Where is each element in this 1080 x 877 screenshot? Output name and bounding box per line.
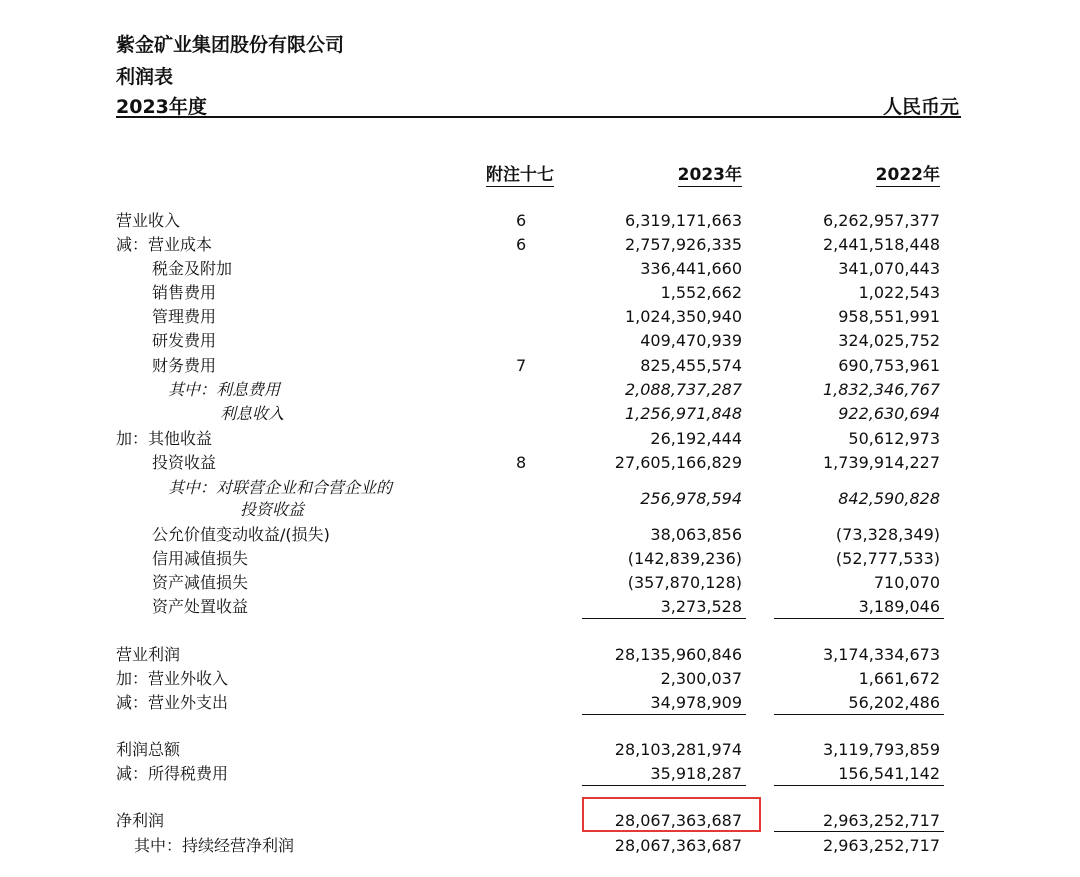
value-2022: 324,025,752: [838, 331, 940, 350]
row-selling-expenses: [0, 281, 1080, 305]
row-interest-income: [0, 402, 1080, 426]
net-profit-rule: [774, 831, 944, 832]
row-label: 管理费用: [152, 307, 217, 326]
row-label: 减：营业外支出: [116, 693, 229, 712]
row-note: 8: [516, 453, 527, 472]
value-2023: 3,273,528: [660, 597, 742, 616]
row-operating-cost: [0, 233, 1080, 257]
row-label: 利息收入: [220, 404, 285, 423]
row-non-operating-expense: [0, 691, 1080, 715]
subtotal-rule: [774, 714, 944, 715]
row-label: 信用减值损失: [152, 549, 249, 568]
value-2023: 34,978,909: [650, 693, 742, 712]
row-label: 财务费用: [152, 356, 217, 375]
row-label: 利润总额: [116, 740, 181, 759]
row-continuing-net-profit: [0, 834, 1080, 858]
row-non-operating-income: [0, 667, 1080, 691]
row-note: 6: [516, 211, 527, 230]
value-2023: 38,063,856: [650, 525, 742, 544]
value-2023: 1,024,350,940: [624, 307, 742, 326]
value-2022: 56,202,486: [848, 693, 940, 712]
value-2022: (73,328,349): [835, 525, 940, 544]
row-operating-profit: [0, 643, 1080, 667]
value-2023: (357,870,128): [627, 573, 742, 592]
column-header-note: 附注十七: [486, 165, 554, 185]
value-2022: 1,832,346,767: [822, 380, 940, 399]
value-2022: 710,070: [873, 573, 940, 592]
row-label: 销售费用: [152, 283, 217, 302]
value-2023: 409,470,939: [640, 331, 742, 350]
value-2022: 156,541,142: [838, 764, 940, 783]
row-label: 其中：持续经营净利润: [134, 836, 295, 855]
column-header-2023: 2023年: [677, 165, 742, 185]
row-note: 7: [516, 356, 527, 375]
header-rule: [116, 116, 961, 118]
row-credit-impairment: [0, 547, 1080, 571]
value-2022: 6,262,957,377: [822, 211, 940, 230]
value-2022: 50,612,973: [848, 429, 940, 448]
value-2022: 3,189,046: [858, 597, 940, 616]
value-2023: 26,192,444: [650, 429, 742, 448]
row-label: 税金及附加: [152, 259, 233, 278]
row-net-profit: [0, 809, 1080, 833]
row-finance-expenses: [0, 354, 1080, 378]
row-label: 其中：对联营企业和合营企业的: [168, 478, 393, 497]
value-2023: (142,839,236): [627, 549, 742, 568]
value-2022: 3,174,334,673: [822, 645, 940, 664]
value-2023: 336,441,660: [640, 259, 742, 278]
row-total-profit: [0, 738, 1080, 762]
value-2022: 2,963,252,717: [822, 836, 940, 855]
value-2023: 28,067,363,687: [614, 836, 742, 855]
subtotal-rule: [582, 785, 746, 786]
value-2023: 1,256,971,848: [624, 404, 742, 423]
company-name: 紫金矿业集团股份有限公司: [116, 34, 345, 56]
row-label: 加：其他收益: [116, 429, 213, 448]
value-2023: 2,757,926,335: [624, 235, 742, 254]
subtotal-rule: [774, 785, 944, 786]
row-income-tax: [0, 762, 1080, 786]
net-profit-highlight-box: [582, 797, 761, 832]
row-investment-income: [0, 451, 1080, 475]
row-label: 营业利润: [116, 645, 181, 664]
value-2023: 2,300,037: [660, 669, 742, 688]
row-rd-expenses: [0, 329, 1080, 353]
row-label: 投资收益: [152, 453, 217, 472]
row-admin-expenses: [0, 305, 1080, 329]
value-2022: 1,022,543: [858, 283, 940, 302]
value-2023: 256,978,594: [640, 489, 742, 508]
value-2022: 2,441,518,448: [822, 235, 940, 254]
row-label: 加：营业外收入: [116, 669, 229, 688]
value-2022: 958,551,991: [838, 307, 940, 326]
value-2023: 28,135,960,846: [614, 645, 742, 664]
row-label: 营业收入: [116, 211, 181, 230]
row-taxes-surcharges: [0, 257, 1080, 281]
statement-title: 利润表: [116, 66, 174, 88]
row-label: 减：所得税费用: [116, 764, 229, 783]
value-2023: 2,088,737,287: [624, 380, 742, 399]
row-interest-expense: [0, 378, 1080, 402]
row-operating-revenue: [0, 209, 1080, 233]
value-2022: (52,777,533): [835, 549, 940, 568]
value-2022: 842,590,828: [838, 489, 940, 508]
statement-period: 2023年度: [116, 96, 207, 118]
value-2022: 1,739,914,227: [822, 453, 940, 472]
value-2022: 3,119,793,859: [822, 740, 940, 759]
subtotal-rule: [582, 714, 746, 715]
row-label: 减：营业成本: [116, 235, 213, 254]
column-header-2022: 2022年: [875, 165, 940, 185]
value-2022: 2,963,252,717: [822, 811, 940, 830]
value-2023: 28,067,363,687: [614, 811, 742, 830]
value-2023: 28,103,281,974: [614, 740, 742, 759]
row-label: 净利润: [116, 811, 165, 830]
row-note: 6: [516, 235, 527, 254]
value-2022: 922,630,694: [838, 404, 940, 423]
value-2023: 825,455,574: [640, 356, 742, 375]
row-asset-impairment: [0, 571, 1080, 595]
value-2022: 690,753,961: [838, 356, 940, 375]
row-asset-disposal-gain: [0, 595, 1080, 619]
value-2022: 341,070,443: [838, 259, 940, 278]
subtotal-rule: [582, 618, 746, 619]
subtotal-rule: [774, 618, 944, 619]
value-2022: 1,661,672: [858, 669, 940, 688]
value-2023: 35,918,287: [650, 764, 742, 783]
row-label: 公允价值变动收益/(损失): [152, 525, 330, 544]
value-2023: 1,552,662: [660, 283, 742, 302]
row-label: 其中：利息费用: [168, 380, 281, 399]
value-2023: 27,605,166,829: [614, 453, 742, 472]
row-label-continued: 投资收益: [240, 500, 305, 519]
row-other-income: [0, 427, 1080, 451]
row-associates-jv-income: [0, 476, 1080, 522]
currency-unit: 人民币元: [882, 96, 959, 118]
row-label: 资产处置收益: [152, 597, 249, 616]
row-label: 资产减值损失: [152, 573, 249, 592]
row-fair-value-change: [0, 523, 1080, 547]
value-2023: 6,319,171,663: [624, 211, 742, 230]
row-label: 研发费用: [152, 331, 217, 350]
